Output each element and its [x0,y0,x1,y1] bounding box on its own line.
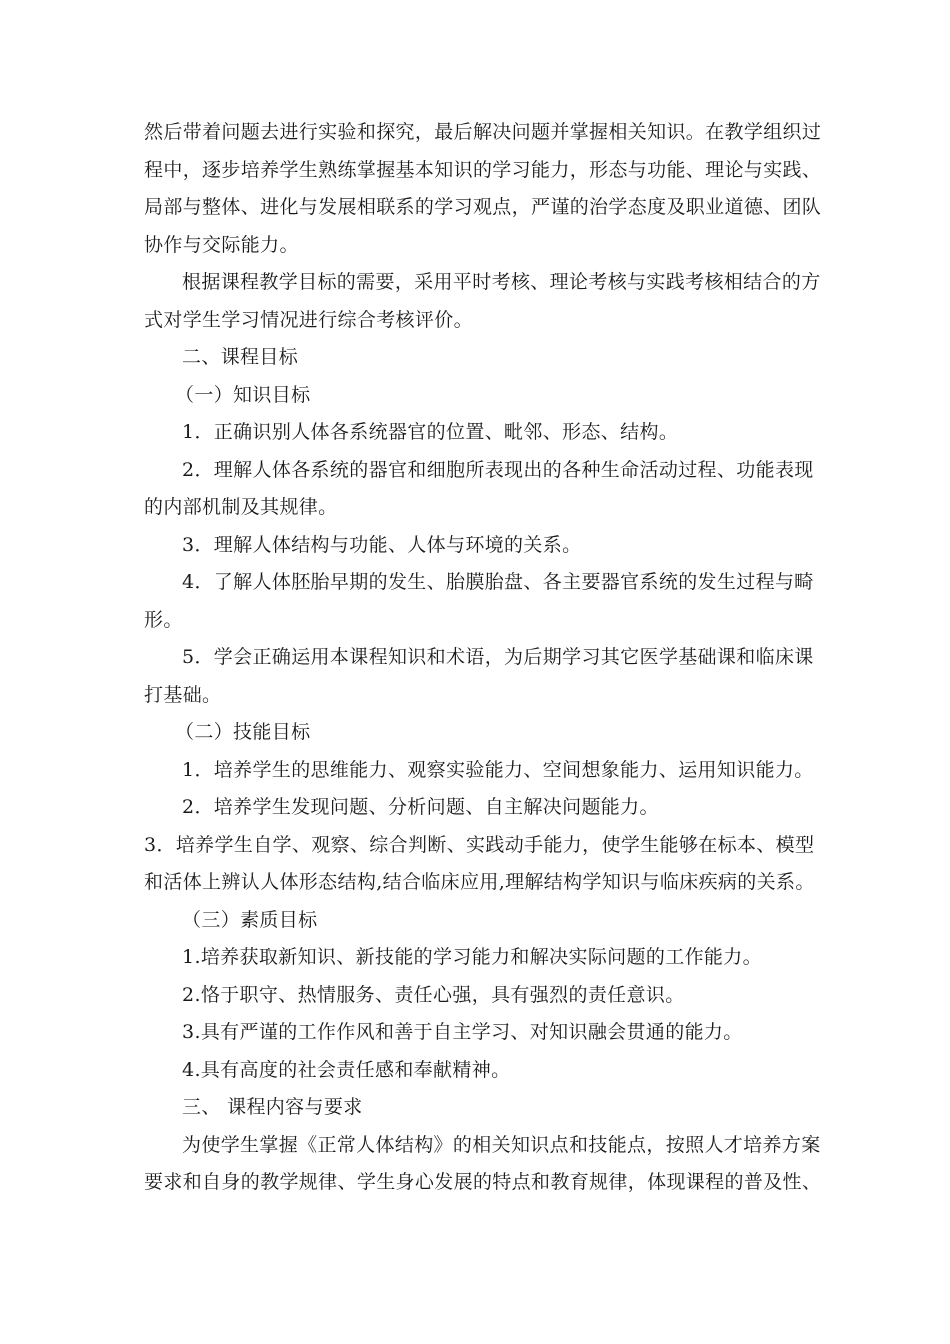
list-item-continuation: 形。 [144,608,183,631]
list-item: 2．培养学生发现问题、分析问题、自主解决问题能力。 [182,796,659,818]
list-item: 3.具有严谨的工作作风和善于自主学习、对知识融会贯通的能力。 [182,1021,743,1043]
list-item: 1．培养学生的思维能力、观察实验能力、空间想象能力、运用知识能力。 [182,758,814,781]
list-item: 3．理解人体结构与功能、人体与环境的关系。 [182,533,582,556]
paragraph-line: 式对学生学习情况进行综合考核评价。 [144,308,473,331]
list-item-continuation: 的内部机制及其规律。 [144,496,338,518]
section-heading: 三、 课程内容与要求 [182,1096,363,1118]
list-item-continuation: 打基础。 [144,683,222,706]
paragraph-line: 协作与交际能力。 [144,233,299,256]
list-item: 1.培养获取新知识、新技能的学习能力和解决实际问题的工作能力。 [182,946,762,968]
paragraph-line: 然后带着问题去进行实验和探究，最后解决问题并掌握相关知识。在教学组织过 [144,121,822,143]
list-item: 2.恪于职守、热情服务、责任心强，具有强烈的责任意识。 [182,983,685,1006]
subsection-heading: （三）素质目标 [182,908,318,931]
subsection-heading: （一）知识目标 [175,383,311,406]
list-item: 5．学会正确运用本课程知识和术语，为后期学习其它医学基础课和临床课 [182,646,814,668]
paragraph-line: 根据课程教学目标的需要，采用平时考核、理论考核与实践考核相结合的方 [182,271,821,293]
list-item: 4.具有高度的社会责任感和奉献精神。 [182,1058,511,1081]
list-item: 4．了解人体胚胎早期的发生、胎膜胎盘、各主要器官系统的发生过程与畸 [182,571,814,593]
document-page [144,114,822,1202]
list-item-continuation: 和活体上辨认人体形态结构,结合临床应用,理解结构学知识与临床疾病的关系。 [144,871,815,893]
list-item: 1．正确识别人体各系统器官的位置、毗邻、形态、结构。 [182,421,679,443]
paragraph-line: 程中，逐步培养学生熟练掌握基本知识的学习能力，形态与功能、理论与实践、 [144,158,822,181]
subsection-heading: （二）技能目标 [175,721,311,743]
list-item: 3．培养学生自学、观察、综合判断、实践动手能力，使学生能够在标本、模型 [144,833,815,856]
section-heading: 二、课程目标 [182,346,299,368]
list-item: 2．理解人体各系统的器官和细胞所表现出的各种生命活动过程、功能表现 [182,458,814,481]
paragraph-line: 要求和自身的教学规律、学生身心发展的特点和教育规律，体现课程的普及性、 [144,1171,822,1193]
paragraph-line: 局部与整体、进化与发展相联系的学习观点，严谨的治学态度及职业道德、团队 [144,196,822,218]
paragraph-line: 为使学生掌握《正常人体结构》的相关知识点和技能点，按照人才培养方案 [182,1133,821,1156]
